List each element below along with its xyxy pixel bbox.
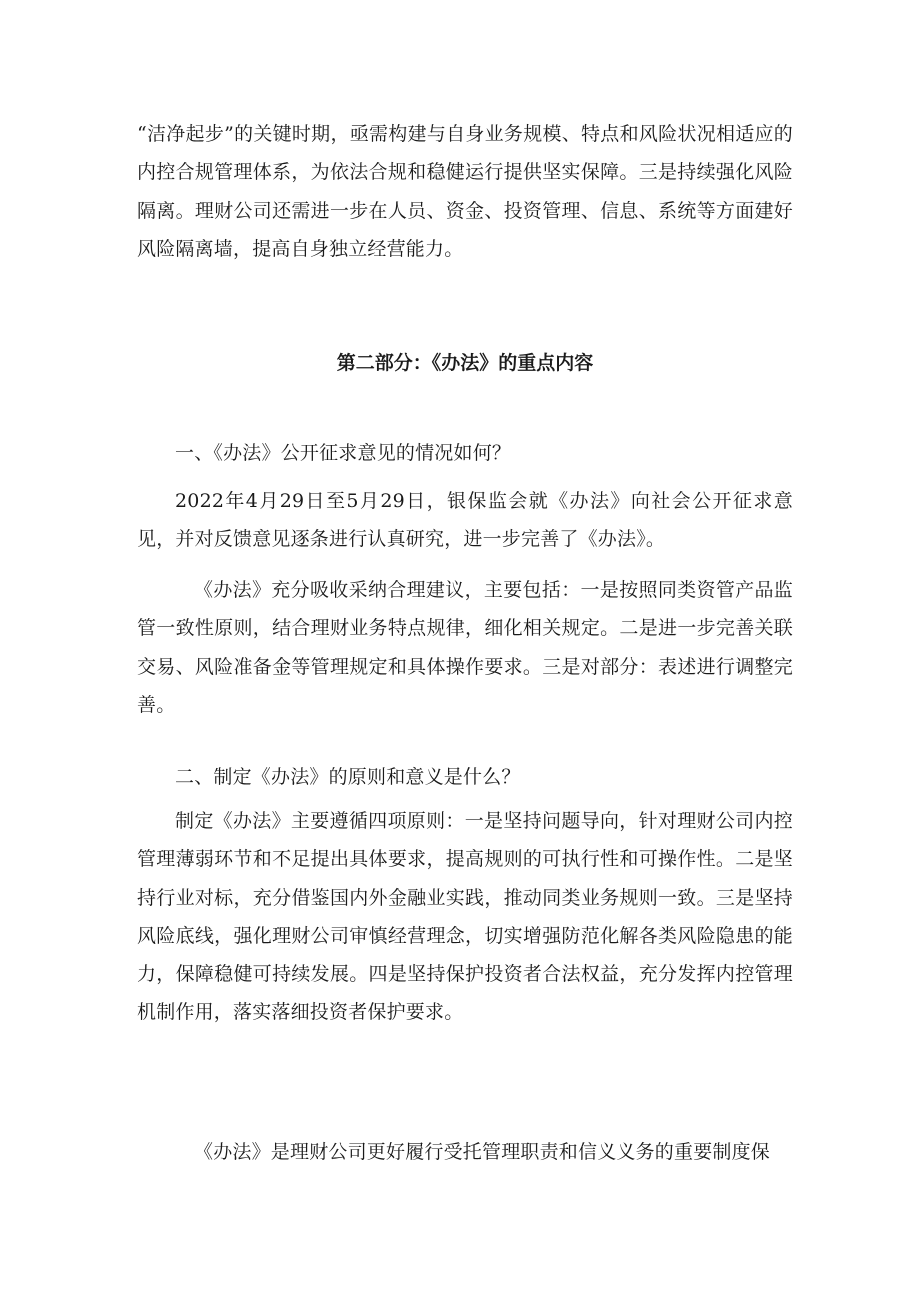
question-2-heading: 二、制定《办法》的原则和意义是什么？ — [175, 766, 521, 788]
question-1-heading: 一、《办法》公开征求意见的情况如何？ — [175, 442, 512, 464]
intro-continuation-paragraph: “洁净起步”的关键时期，亟需构建与自身业务规模、特点和风险状况相适应的内控合规管理体系，为依法合规和稳健运行提供坚实保障。三是持续强化风险隔离。理财公司还需进一步在人员、资金、投资管理、信息、系统等方面建好风险隔离墙，提高自身独立经营能力。 — [137, 123, 793, 260]
closing-fragment-paragraph: 《办法》是理财公司更好履行受托管理职责和信义义务的重要制度保 — [194, 1141, 771, 1163]
answer-1a-paragraph: 2022年4月29日至5月29日，银保监会就《办法》向社会公开征求意见，并对反馈意见逐条进行认真研究，进一步完善了《办法》。 — [137, 490, 793, 551]
answer-2-paragraph: 制定《办法》主要遵循四项原则：一是坚持问题导向，针对理财公司内控管理薄弱环节和不足提出具体要求，提高规则的可执行性和可操作性。二是坚持行业对标，充分借鉴国内外金融业实践，推动同类业务规则一致。三是坚持风险底线，强化理财公司审慎经营理念，切实增强防范化解各类风险隐患的能力，保障稳健可持续发展。四是坚持保护投资者合法权益，充分发挥内控管理机制作用，落实落细投资者保护要求。 — [137, 810, 793, 1024]
answer-1b-paragraph: 《办法》充分吸收采纳合理建议，主要包括：一是按照同类资管产品监管一致性原则，结合理财业务特点规律，细化相关规定。二是进一步完善关联交易、风险准备金等管理规定和具体操作要求。三是对部分：表述进行调整完善。 — [137, 579, 793, 716]
section-heading: 第二部分：《办法》的重点内容 — [336, 352, 594, 374]
